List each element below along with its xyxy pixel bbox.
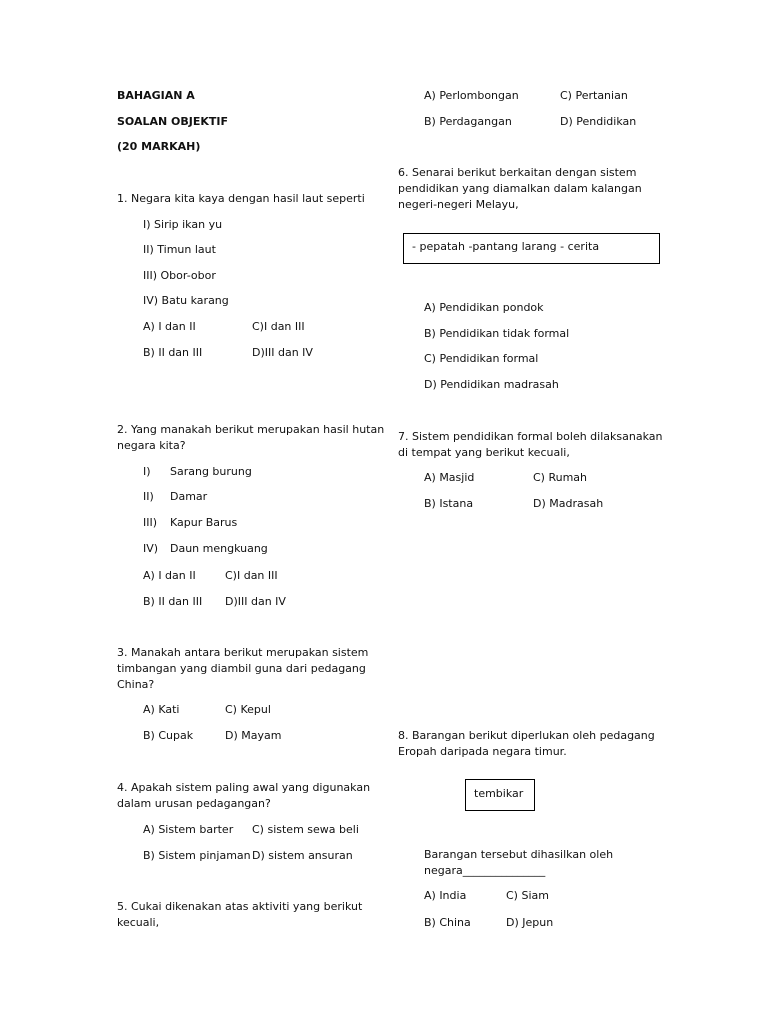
option-d: D) Mayam <box>225 729 282 742</box>
question-text: 5. Cukai dikenakan atas aktiviti yang berikut <box>117 900 363 913</box>
list-numeral: I) <box>143 465 151 478</box>
list-item: Daun mengkuang <box>170 542 268 555</box>
list-item: IV) Batu karang <box>143 294 229 307</box>
question-text: timbangan yang diambil guna dari pedagang <box>117 662 366 675</box>
option-b: B) II dan III <box>143 595 203 608</box>
question-text: 3. Manakah antara berikut merupakan sistem <box>117 646 369 659</box>
stimulus-box <box>465 779 535 811</box>
option-b: B) Pendidikan tidak formal <box>424 327 570 340</box>
option-a: A) I dan II <box>143 320 196 333</box>
section-heading: BAHAGIAN A <box>117 89 195 102</box>
option-c: C) Pertanian <box>560 89 628 102</box>
option-a: A) Pendidikan pondok <box>424 301 544 314</box>
stimulus-box <box>403 233 660 264</box>
answer-blank-line: negara_______________ <box>424 864 546 877</box>
question-text: China? <box>117 678 155 691</box>
list-item: Damar <box>170 490 208 503</box>
question-text: Barangan tersebut dihasilkan oleh <box>424 848 614 861</box>
stimulus-text: - pepatah -pantang larang - cerita <box>412 240 600 253</box>
option-c: C)I dan III <box>225 569 278 582</box>
option-a: A) India <box>424 889 467 902</box>
list-item: Kapur Barus <box>170 516 238 529</box>
option-a: A) Sistem barter <box>143 823 234 836</box>
question-text: dalam urusan pedagangan? <box>117 797 271 810</box>
option-b: B) Cupak <box>143 729 194 742</box>
option-d: D) Jepun <box>506 916 554 929</box>
question-text: 8. Barangan berikut diperlukan oleh pedagang <box>398 729 655 742</box>
list-numeral: III) <box>143 516 158 529</box>
question-text: 6. Senarai berikut berkaitan dengan sistem <box>398 166 637 179</box>
option-a: A) Kati <box>143 703 180 716</box>
option-a: A) Masjid <box>424 471 475 484</box>
option-b: B) Perdagangan <box>424 115 512 128</box>
option-c: C) Pendidikan formal <box>424 352 539 365</box>
list-item: III) Obor-obor <box>143 269 216 282</box>
option-b: B) Istana <box>424 497 474 510</box>
stimulus-text: tembikar <box>474 787 524 800</box>
option-d: D) Pendidikan madrasah <box>424 378 559 391</box>
question-text: negeri-negeri Melayu, <box>398 198 519 211</box>
option-b: B) Sistem pinjaman <box>143 849 251 862</box>
question-text: 4. Apakah sistem paling awal yang digunakan <box>117 781 371 794</box>
question-text: Eropah daripada negara timur. <box>398 745 567 758</box>
option-d: D)III dan IV <box>252 346 313 359</box>
marks-heading: (20 MARKAH) <box>117 140 201 153</box>
option-c: C)I dan III <box>252 320 305 333</box>
list-item: I) Sirip ikan yu <box>143 218 223 231</box>
option-d: D) sistem ansuran <box>252 849 353 862</box>
question-text: pendidikan yang diamalkan dalam kalangan <box>398 182 642 195</box>
option-c: C) Siam <box>506 889 549 902</box>
list-item: Sarang burung <box>170 465 252 478</box>
question-text: 1. Negara kita kaya dengan hasil laut seperti <box>117 192 365 205</box>
list-numeral: II) <box>143 490 154 503</box>
question-text: di tempat yang berikut kecuali, <box>398 446 570 459</box>
question-text: 2. Yang manakah berikut merupakan hasil hutan <box>117 423 385 436</box>
option-d: D) Madrasah <box>533 497 604 510</box>
option-d: D) Pendidikan <box>560 115 637 128</box>
question-type-heading: SOALAN OBJEKTIF <box>117 115 229 128</box>
question-text: negara kita? <box>117 439 186 452</box>
list-numeral: IV) <box>143 542 159 555</box>
option-c: C) sistem sewa beli <box>252 823 359 836</box>
option-d: D)III dan IV <box>225 595 286 608</box>
option-b: B) China <box>424 916 471 929</box>
option-a: A) Perlombongan <box>424 89 519 102</box>
option-b: B) II dan III <box>143 346 203 359</box>
question-text: 7. Sistem pendidikan formal boleh dilaksanakan <box>398 430 663 443</box>
question-text: kecuali, <box>117 916 160 929</box>
option-a: A) I dan II <box>143 569 196 582</box>
option-c: C) Rumah <box>533 471 588 484</box>
list-item: II) Timun laut <box>143 243 216 256</box>
option-c: C) Kepul <box>225 703 271 716</box>
